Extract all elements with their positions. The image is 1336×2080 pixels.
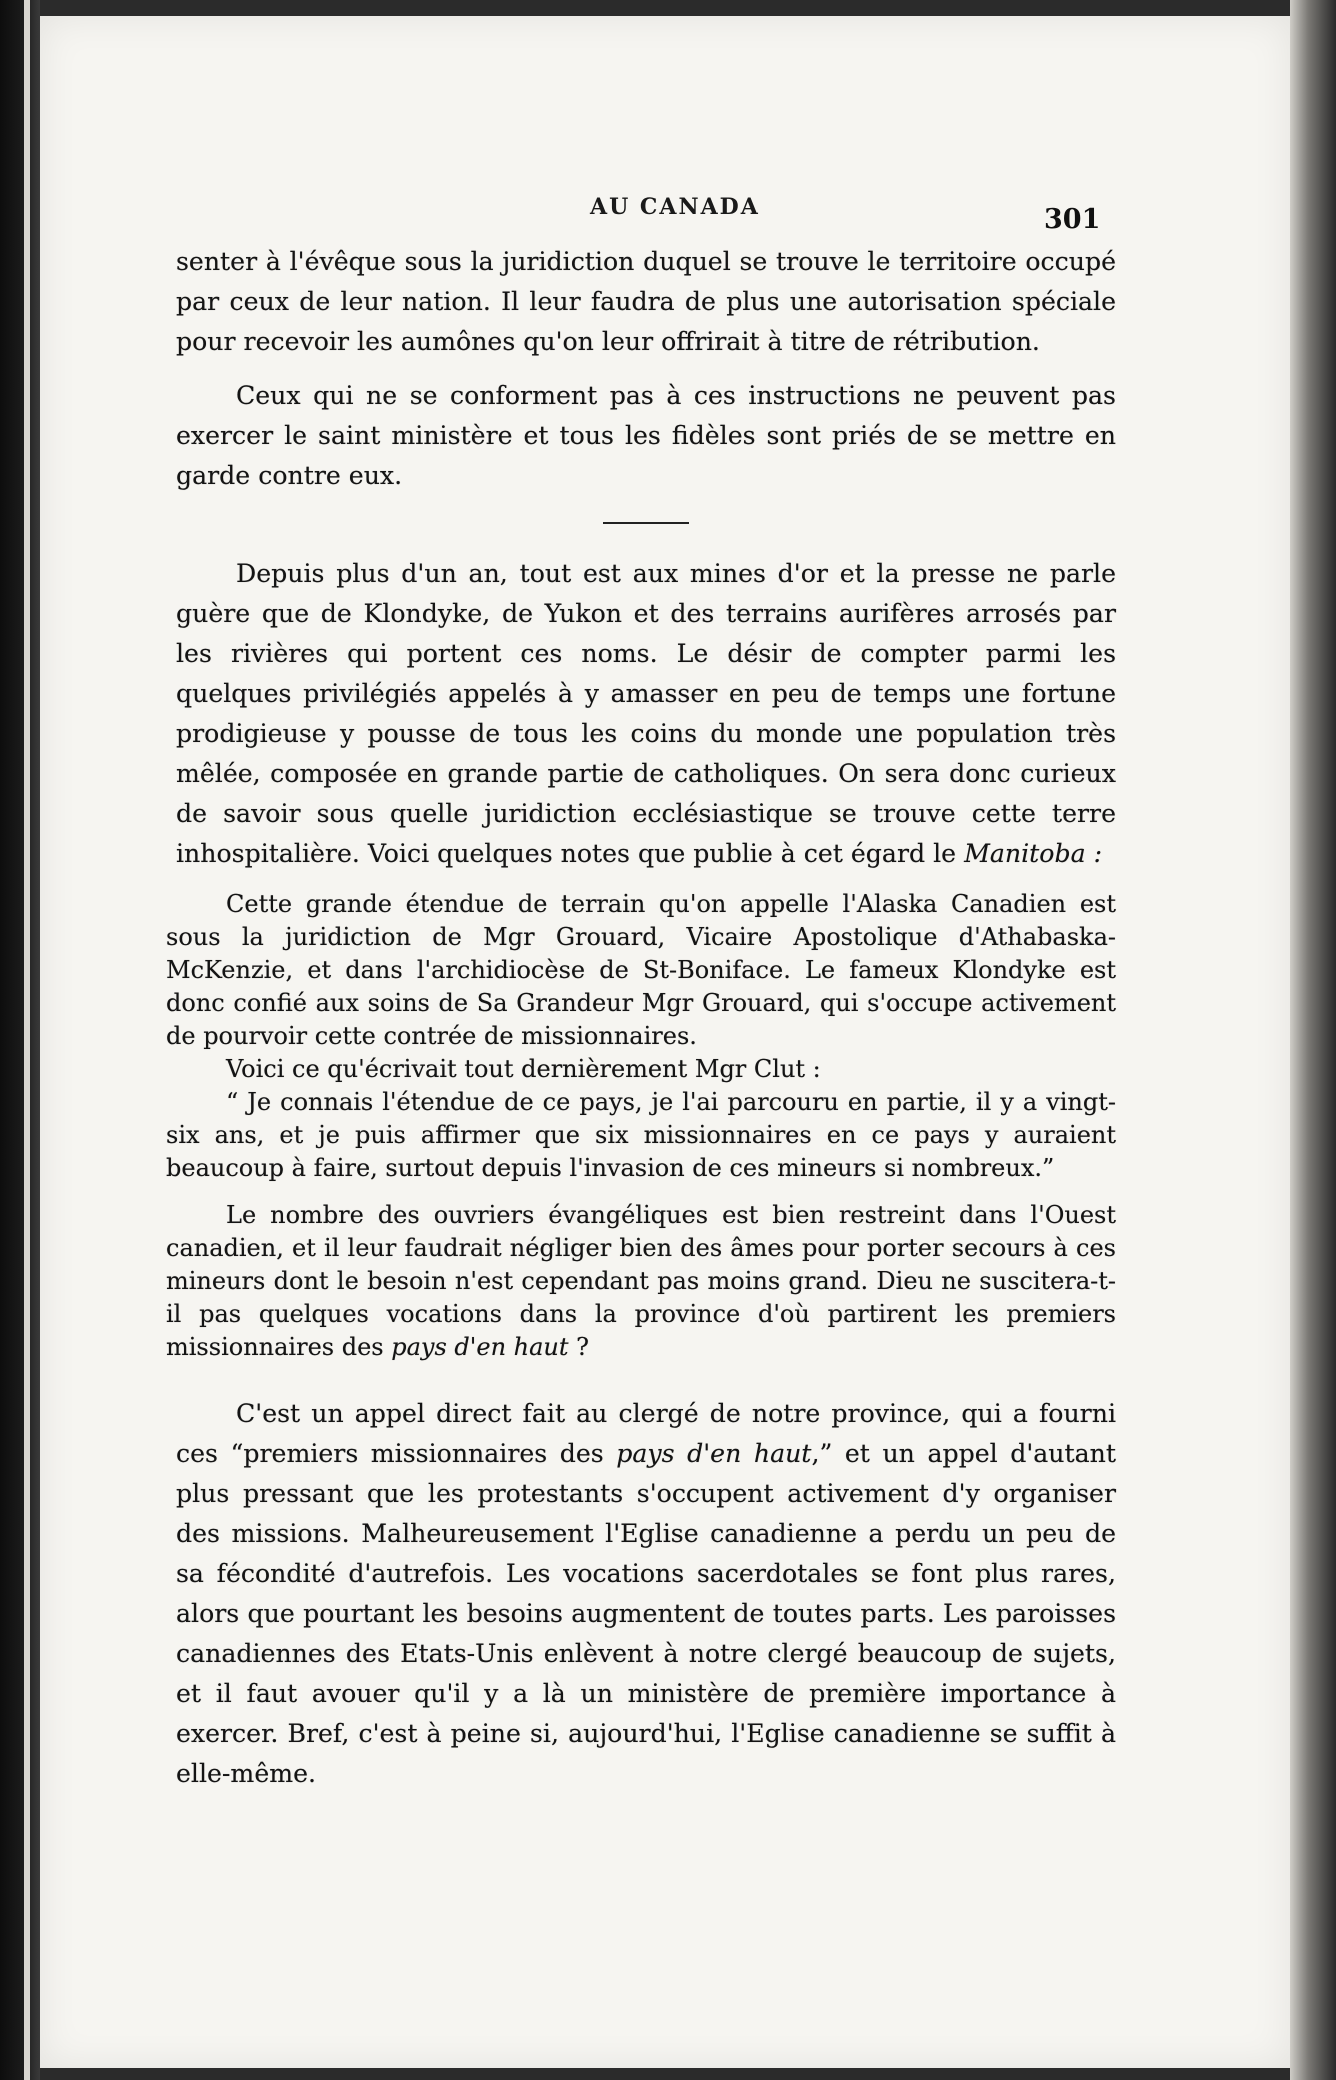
- page-number: 301: [1044, 204, 1101, 235]
- final-text-1: C'est un appel direct fait au clergé de notre province, qui a fourni ces “premiers missionnaires des: [176, 1399, 1116, 1468]
- running-head: AU CANADA: [590, 194, 760, 220]
- quote-italic: pays d'en haut: [391, 1333, 569, 1361]
- quote-text: Le nombre des ouvriers évangéliques est bien restreint dans l'Ouest canadien, et il leur faudrait négliger bien des âmes pour porter secours à ces mineurs dont le besoin n'est cependant pas moins grand. Dieu ne suscitera-t-il pas quelques vocations dans la province d'où partirent les premiers missionnaires des: [166, 1201, 1116, 1361]
- quote-paragraph: “ Je connais l'étendue de ce pays, je l'ai parcouru en partie, il y a vingt-six ans, et je puis affirmer que six missionnaires en ce pays y auraient beaucoup à faire, surtout depuis l'invasion de ces mineurs si nombreux.”: [166, 1088, 1116, 1182]
- scan-left-strip: [24, 0, 30, 2080]
- book-page: [40, 16, 1290, 2068]
- paragraph: senter à l'évêque sous la juridiction duquel se trouve le territoire occupé par ceux de leur nation. Il leur faudra de plus une autorisation spéciale pour recevoir les aumônes qu'on leur offrirait à titre de rétribution.: [176, 247, 1116, 356]
- final-italic: pays d'en haut: [616, 1439, 812, 1468]
- body-text: [166, 242, 1116, 1794]
- quote-paragraph: Voici ce qu'écrivait tout dernièrement Mgr Clut :: [226, 1055, 821, 1083]
- quote-end: ?: [568, 1333, 590, 1361]
- section-separator: [603, 522, 689, 524]
- page-header: [40, 194, 1290, 234]
- quote-paragraph: [166, 1199, 1116, 1364]
- paragraph: [176, 554, 1116, 874]
- newspaper-title: Manitoba :: [964, 839, 1103, 868]
- paragraph: [176, 1394, 1116, 1794]
- scan-left-edge: [0, 0, 40, 2080]
- paragraph: Ceux qui ne se conforment pas à ces instructions ne peuvent pas exercer le saint ministère et tous les fidèles sont priés de se mettre en garde contre eux.: [176, 381, 1116, 490]
- final-text-2: ,” et un appel d'autant plus pressant que les protestants s'occupent activement d'y organiser des missions. Malheureusement l'Eglise canadienne a perdu un peu de sa fécondité d'autrefois. Les vocations sacerdotales se font plus rares, alors que pourtant les besoins augmentent de toutes parts. Les paroisses canadiennes des Etats-Unis enlèvent à notre clergé beaucoup de sujets, et il faut avouer qu'il y a là un ministère de première importance à exercer. Bref, c'est à peine si, aujourd'hui, l'Eglise canadienne se suffit à elle-même.: [176, 1439, 1116, 1788]
- paragraph-text: Depuis plus d'un an, tout est aux mines d'or et la presse ne parle guère que de Klondyke, de Yukon et des terrains aurifères arrosés par les rivières qui portent ces noms. Le désir de compter parmi les quelques privilégiés appelés à y amasser en peu de temps une fortune prodigieuse y pousse de tous les coins du monde une population très mêlée, composée en grande partie de catholiques. On sera donc curieux de savoir sous quelle juridiction ecclésiastique se trouve cette terre inhospitalière. Voici quelques notes que publie à cet égard le: [176, 559, 1116, 868]
- quote-paragraph: Cette grande étendue de terrain qu'on appelle l'Alaska Canadien est sous la juridiction de Mgr Grouard, Vicaire Apostolique d'Athabaska-McKenzie, et dans l'archidiocèse de St-Boniface. Le fameux Klondyke est donc confié aux soins de Sa Grandeur Mgr Grouard, qui s'occupe activement de pourvoir cette contrée de missionnaires.: [166, 890, 1116, 1050]
- quoted-extract: [166, 888, 1116, 1364]
- scan-right-edge: [1290, 0, 1336, 2080]
